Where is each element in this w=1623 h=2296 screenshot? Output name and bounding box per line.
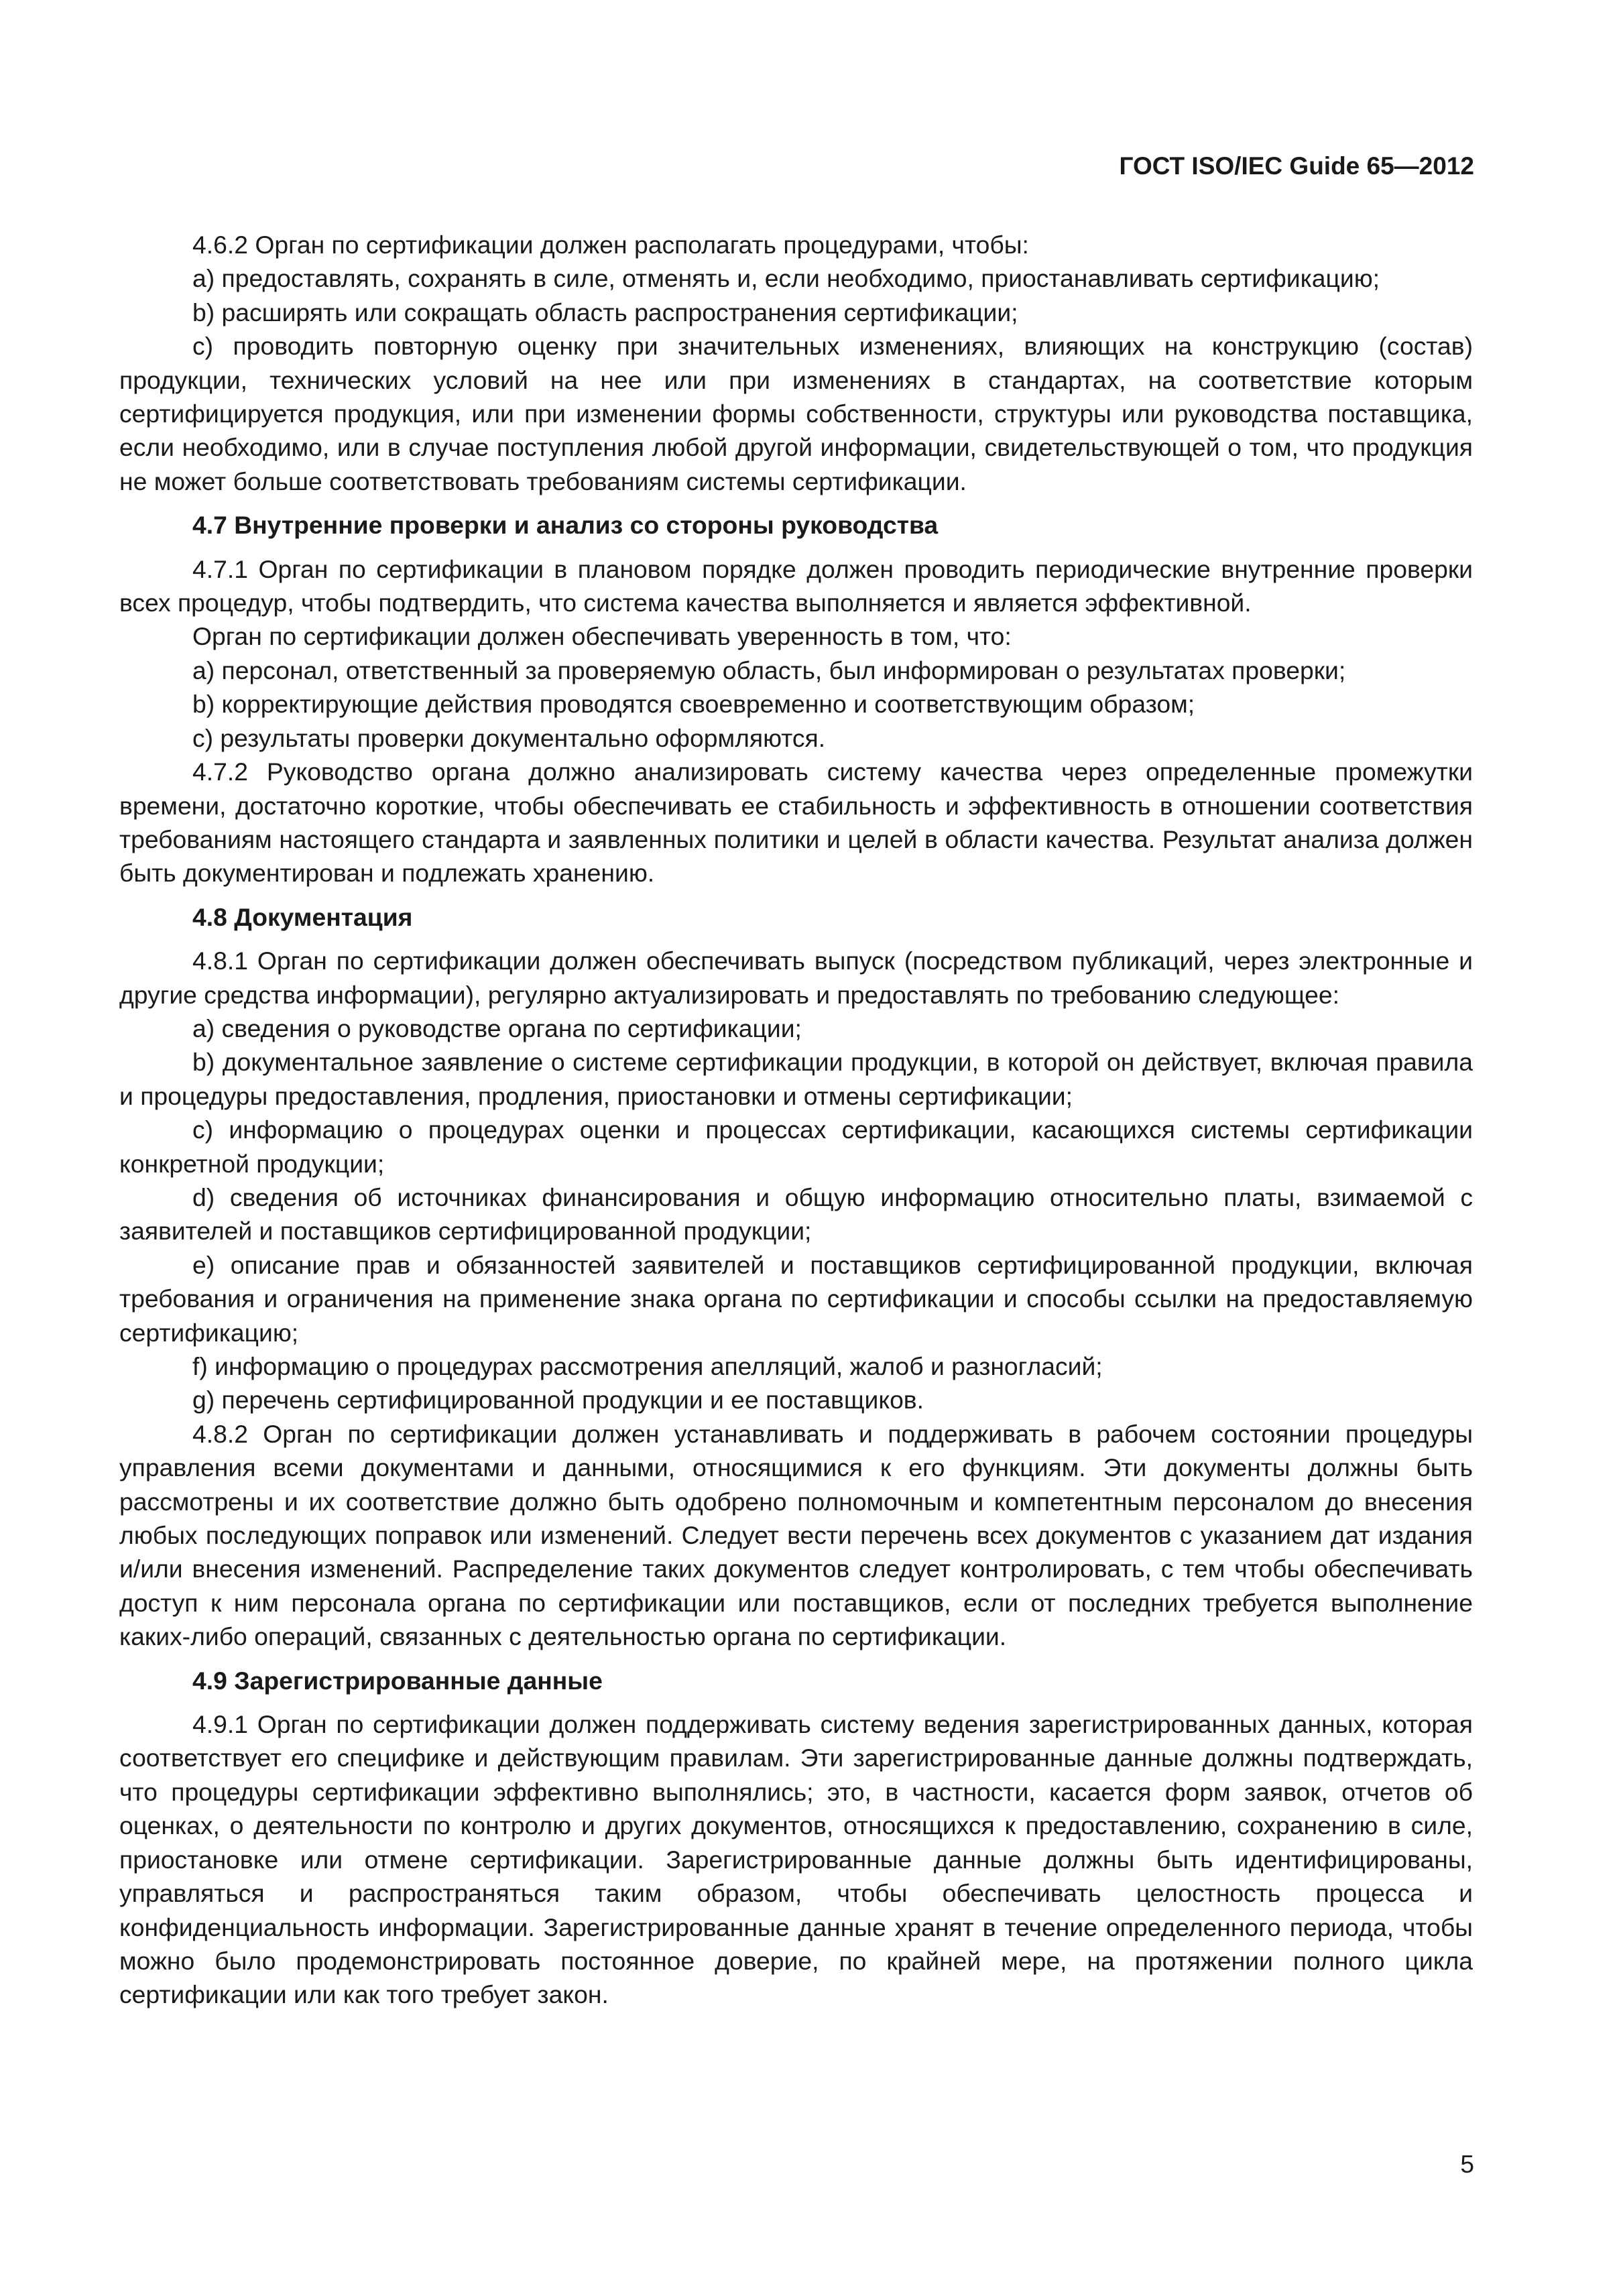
clause-4-8-1-item-b: b) документальное заявление о системе сертификации продукции, в которой он действует, включая правила и процедуры предоставления, продления, приостановки и отмены сертификации; — [119, 1048, 1473, 1110]
section-4-8-heading: 4.8 Документация — [192, 902, 413, 931]
clause-4-6-2-item-a: a) предоставлять, сохранять в силе, отменять и, если необходимо, приостанавливать сертификацию; — [192, 264, 1380, 293]
section-4-9-heading: 4.9 Зарегистрированные данные — [192, 1666, 603, 1695]
clause-4-8-2: 4.8.2 Орган по сертификации должен устанавливать и поддерживать в рабочем состоянии процедуры управления всеми документами и данными, относящимися к его функциям. Эти документы должны быть рассмотрены и их соответствие должно быть одобрено полномочным и компетентным персоналом до внесения любых последующих поправок или изменений. Следует вести перечень всех документов с указанием дат издания и/или внесения изменений. Распределение таких документов следует контролировать, с тем чтобы обеспечивать доступ к ним персонала органа по сертификации или поставщиков, если от последних требуется выполнение каких-либо операций, связанных с деятельностью органа по сертификации. — [119, 1419, 1473, 1651]
clause-4-8-1: 4.8.1 Орган по сертификации должен обеспечивать выпуск (посредством публикаций, через электронные и другие средства информации), регулярно актуализировать и предоставлять по требованию следующее: — [119, 947, 1473, 1009]
clause-4-8-1-item-d: d) сведения об источниках финансирования и общую информацию относительно платы, взимаемой с заявителей и поставщиков сертифицированной продукции; — [119, 1183, 1473, 1246]
clause-4-8-1-item-e: e) описание прав и обязанностей заявителей и поставщиков сертифицированной продукции, включая требования и ограничения на применение знака органа по сертификации и способы ссылки на предоставляемую сертификацию; — [119, 1250, 1473, 1347]
clause-4-7-1-item-a: a) персонал, ответственный за проверяемую область, был информирован о результатах проверки; — [192, 656, 1346, 684]
clause-4-8-1-item-c: c) информацию о процедурах оценки и процессах сертификации, касающихся системы сертификации конкретной продукции; — [119, 1115, 1473, 1178]
page-number: 5 — [1460, 2151, 1474, 2178]
clause-4-7-1: 4.7.1 Орган по сертификации в плановом порядке должен проводить периодические внутренние проверки всех процедур, чтобы подтвердить, что система качества выполняется и является эффективной. — [119, 554, 1473, 617]
clause-4-7-1-item-b: b) корректирующие действия проводятся своевременно и соответствующим образом; — [192, 690, 1195, 719]
section-4-7-heading: 4.7 Внутренние проверки и анализ со стороны руководства — [192, 511, 939, 540]
clause-4-8-1-item-f: f) информацию о процедурах рассмотрения апелляций, жалоб и разногласий; — [192, 1352, 1103, 1380]
clause-4-7-1-assurance: Орган по сертификации должен обеспечивать уверенность в том, что: — [192, 622, 1012, 651]
clause-4-6-2-item-c: c) проводить повторную оценку при значительных изменениях, влияющих на конструкцию (состав) продукции, технических условий на нее или при изменениях в стандартах, на соответствие которым сертифицируется продукция, или при изменении формы собственности, структуры или руководства поставщика, если необходимо, или в случае поступления любой другой информации, свидетельствующей о том, что продукция не может больше соответствовать требованиям системы сертификации. — [119, 332, 1473, 495]
clause-4-7-2: 4.7.2 Руководство органа должно анализировать систему качества через определенные промежутки времени, достаточно короткие, чтобы обеспечивать ее стабильность и эффективность в отношении соответствия требованиям настоящего стандарта и заявленных политики и целей в области качества. Результат анализа должен быть документирован и подлежать хранению. — [119, 758, 1473, 888]
clause-4-6-2-intro: 4.6.2 Орган по сертификации должен располагать процедурами, чтобы: — [192, 231, 1029, 259]
clause-4-7-1-item-c: c) результаты проверки документально оформляются. — [192, 723, 826, 752]
clause-4-8-1-item-g: g) перечень сертифицированной продукции и ее поставщиков. — [192, 1386, 924, 1414]
document-body — [119, 228, 1473, 2012]
clause-4-8-1-item-a: a) сведения о руководстве органа по сертификации; — [192, 1014, 802, 1042]
clause-4-6-2-item-b: b) расширять или сокращать область распространения сертификации; — [192, 298, 1018, 326]
standard-designation-header: ГОСТ ISO/IEC Guide 65—2012 — [1119, 152, 1474, 180]
clause-4-9-1: 4.9.1 Орган по сертификации должен поддерживать систему ведения зарегистрированных данных, которая соответствует его специфике и действующим правилам. Эти зарегистрированные данные должны подтверждать, что процедуры сертификации эффективно выполнялись; это, в частности, касается форм заявок, отчетов об оценках, о деятельности по контролю и других документов, относящихся к предоставлению, сохранению в силе, приостановке или отмене сертификации. Зарегистрированные данные должны быть идентифицированы, управляться и распространяться таким образом, чтобы обеспечивать целостность процесса и конфиденциальность информации. Зарегистрированные данные хранят в течение определенного периода, чтобы можно было продемонстрировать постоянное доверие, по крайней мере, на протяжении полного цикла сертификации или как того требует закон. — [119, 1710, 1473, 2009]
